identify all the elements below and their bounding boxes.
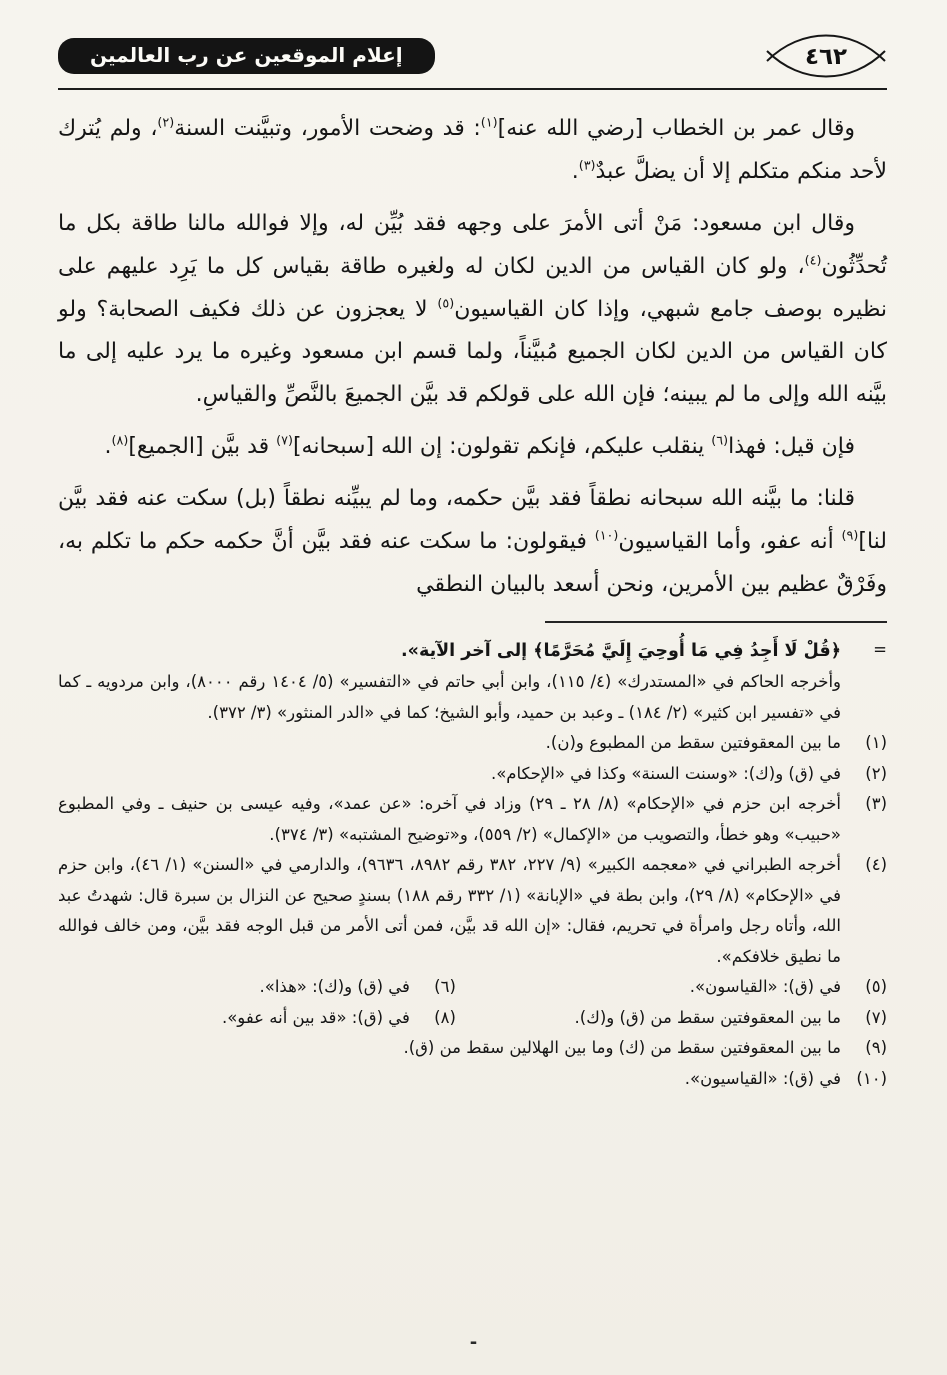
paragraph-ibn-masud-quote: وقال ابن مسعود: مَنْ أتى الأمرَ على وجهه فقد بُيِّن له، وإلا فوالله مالنا طاقة بكل ما تُحدِّثُون$^{(٤)}$، ولو كان القياس من الدين لكان له ولغيره طاقة بقياس كل ما يَرِد عليهم على نظيره بوصف جامع شبهي، وإذا كان القياسيون$^{(٥)}$ لا يعجزون عن ذلك فكيف الصحابة؟ ولو كان القياس من الدين لكان الجميع مُبيَّناً، ولما قسم ابن مسعود وغيره ما يرد عليه إلى ما بيَّنه الله وإلى ما لم يبينه؛ فإن الله على قولكم قد بيَّن الجميعَ بالنَّصِّ والقياسِ. [58,210,887,408]
footnote-item-8 [58,1003,456,1034]
footnote-text: أخرجه الطبراني في «معجمه الكبير» (٩/ ٢٢٧، ٣٨٢ رقم ٨٩٨٢، ٩٦٣٦)، والدارمي في «السنن» (١/ ٤٦)، وابن حزم في «الإحكام» (٨/ ٢٩)، وابن بطة في «الإبانة» (١/ ٣٣٢ رقم ١٨٨) بسندٍ صحيح عن النزال بن سبرة قال: شهدتُ عبد الله، وأتاه رجل وامرأة في تحريم، فقال: «إن الله قد بيَّن، فمن أتى الأمر من قبل الوجه فقد بيَّن، ومن خالف فوالله ما نطيق خلافكم». [58,855,842,966]
page-header [58,34,887,90]
footnote-number: (١٠) [856,1068,887,1088]
footnote-number: (٦) [434,977,456,997]
footnote-text: في (ق): «القياسون». [689,977,841,997]
paragraph-reply: قلنا: ما بيَّنه الله سبحانه نطقاً فقد بيَّن حكمه، وما لم يبيِّنه نطقاً (بل) سكت عنه فقد بيَّن لنا]$^{(٩)}$ أنه عفو، وأما القياسيون$^{(١٠)}$ فيقولون: ما سكت عنه فقد بيَّن أنَّ حكمه حكم ما تكلم به، وفَرْقٌ عظيم بين الأمرين، ونحن أسعد بالبيان النطقي [58,486,888,597]
footnote-number: (٨) [434,1007,456,1027]
footnote-number: (٢) [865,763,887,783]
footnote-item-3 [58,789,887,850]
page-number-ornament [765,34,887,78]
book-title: إعلام الموقعين عن رب العالمين [90,43,403,67]
footnotes-section [58,623,887,1095]
footnote-number: (٣) [865,794,887,814]
footnote-row-5-6 [58,972,887,1003]
footnote-item-6 [58,972,456,1003]
footnote-number: (١) [865,733,887,753]
continuation-body [58,635,841,728]
continuation-text: وأخرجه الحاكم في «المستدرك» (٤/ ١١٥)، وابن أبي حاتم في «التفسير» (٥/ ١٤٠٤ رقم ٨٠٠٠)، وابن مردويه ـ كما في «تفسير ابن كثير» (٢/ ١٨٤) ـ وعبد بن حميد، وأبو الشيخ؛ كما في «الدر المنثور» (٣/ ٣٧٢). [58,672,842,722]
footnote-item-2 [58,759,887,790]
footnote-text: ما بين المعقوفتين سقط من (ك) وما بين الهلالين سقط من (ق). [403,1038,841,1058]
footnote-continuation [58,635,887,728]
paragraph-umar-quote: وقال عمر بن الخطاب [رضي الله عنه]$^{(١)}$: قد وضحت الأمور، وتبيَّنت السنة$^{(٢)}$، ولم يُترك لأحد منكم متكلم إلا أن يضلَّ عبدٌ$^{(٣)}$. [58,115,887,184]
footnote-item-5 [456,972,887,1003]
quran-verse: ﴿قُلْ لَا أَجِدُ فِي مَا أُوحِيَ إِلَيَّ مُحَرَّمًا﴾ إلى آخر الآية». [401,640,841,661]
footnote-row-7-8 [58,1003,887,1034]
continuation-marker: = [873,639,887,659]
footnote-text: في (ق): «قد بين أنه عفو». [221,1007,410,1027]
footnote-text: في (ق) و(ك): «هذا». [259,977,410,997]
footnote-text: ما بين المعقوفتين سقط من (ق) و(ك). [574,1007,841,1027]
footnote-number: (٩) [865,1038,887,1058]
paragraph-objection: فإن قيل: فهذا$^{(٦)}$ ينقلب عليكم، فإنكم تقولون: إن الله [سبحانه]$^{(٧)}$ قد بيَّن [الجميع]$^{(٨)}$. [104,433,855,460]
footer-mark: - [469,1332,478,1353]
book-title-band [58,38,435,74]
footnote-item-9 [58,1033,887,1064]
footnote-number: (٧) [865,1007,887,1027]
footnote-item-4 [58,850,887,972]
footnote-text: ما بين المعقوفتين سقط من المطبوع و(ن). [545,733,841,753]
main-text [58,90,887,607]
footnote-number: (٤) [865,855,887,875]
footnote-item-1 [58,728,887,759]
footnote-item-10 [58,1064,887,1095]
lens-frame-icon [765,34,887,78]
page-number: ٤٦٢ [804,44,848,70]
footnote-number: (٥) [865,977,887,997]
footnote-text: في (ق): «القياسيون». [684,1068,841,1088]
footnote-item-7 [456,1003,887,1034]
footnote-text: أخرجه ابن حزم في «الإحكام» (٨/ ٢٨ ـ ٢٩) وزاد في آخره: «عن عمد»، وفيه عيسى بن حنيف ـ وفي المطبوع «حبيب» وهو خطأ، والتصويب من «الإكمال» (٢/ ٥٥٩)، و«توضيح المشتبه» (٣/ ٣٧٤). [58,794,841,844]
footnote-text: في (ق) و(ك): «وسنت السنة» وكذا في «الإحكام». [490,763,841,783]
